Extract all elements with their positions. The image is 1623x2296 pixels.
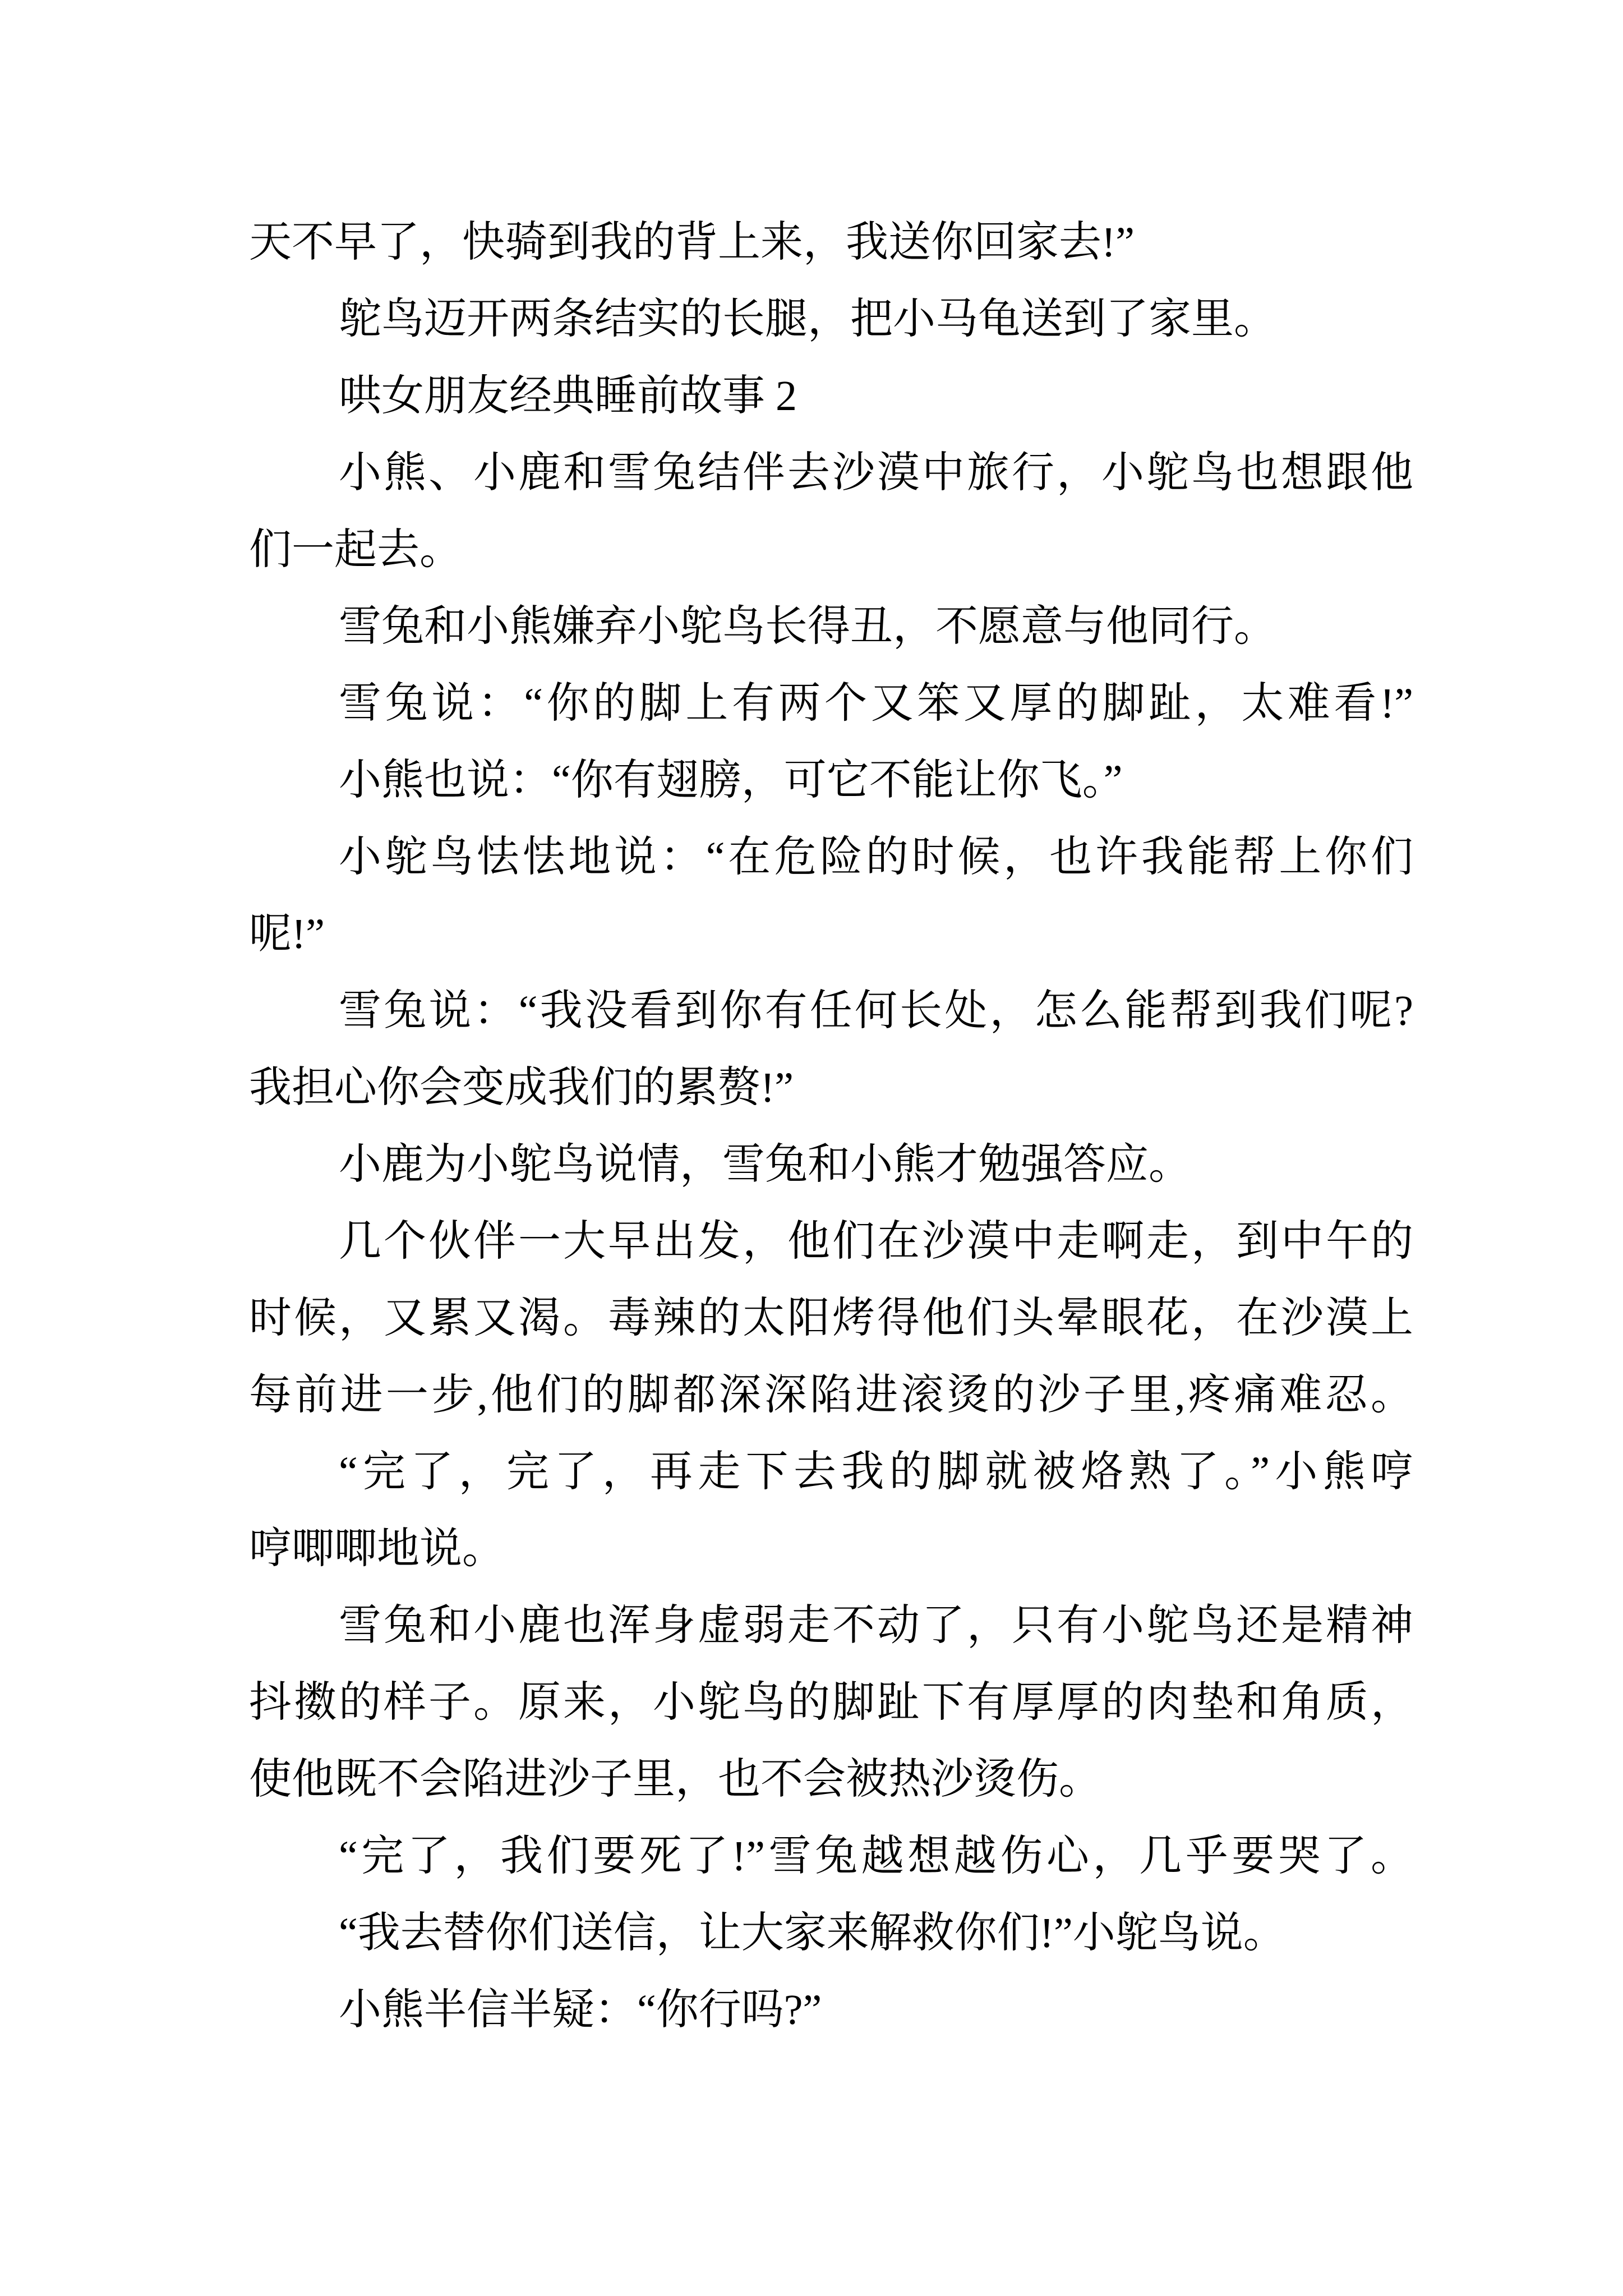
text-line: 几个伙伴一大早出发，他们在沙漠中走啊走，到中午的 <box>339 1218 1413 1265</box>
text-line: 时候，又累又渴。毒辣的太阳烤得他们头晕眼花，在沙漠上 <box>249 1295 1413 1342</box>
text-line: 我担心你会变成我们的累赘!” <box>249 1064 794 1111</box>
text-line: 们一起去。 <box>249 526 462 573</box>
text-line: 哼唧唧地说。 <box>249 1525 505 1572</box>
text-line: 鸵鸟迈开两条结实的长腿，把小马龟送到了家里。 <box>339 296 1276 343</box>
text-line: 小鸵鸟怯怯地说：“在危险的时候，也许我能帮上你们 <box>339 834 1413 881</box>
text-line: 抖擞的样子。原来，小鸵鸟的脚趾下有厚厚的肉垫和角质， <box>249 1679 1413 1726</box>
text-line: 雪兔说：“我没看到你有任何长处，怎么能帮到我们呢? <box>339 987 1413 1034</box>
text-line: “完了，完了，再走下去我的脚就被烙熟了。”小熊哼 <box>339 1448 1413 1496</box>
text-line: “完了，我们要死了!”雪兔越想越伤心，几乎要哭了。 <box>339 1833 1413 1880</box>
text-line: “我去替你们送信，让大家来解救你们!”小鸵鸟说。 <box>339 1910 1286 1957</box>
section-heading: 哄女朋友经典睡前故事 2 <box>339 372 797 420</box>
text-line: 每前进一步,他们的脚都深深陷进滚烫的沙子里,疼痛难忍。 <box>249 1372 1413 1419</box>
text-line: 呢!” <box>249 910 325 958</box>
text-line: 小熊也说：“你有翅膀，可它不能让你飞。” <box>339 757 1123 804</box>
text-line: 使他既不会陷进沙子里，也不会被热沙烫伤。 <box>249 1756 1101 1803</box>
text-line: 小熊、小鹿和雪兔结伴去沙漠中旅行，小鸵鸟也想跟他 <box>339 449 1413 496</box>
text-line: 小熊半信半疑：“你行吗?” <box>339 1986 822 2033</box>
text-line: 雪兔和小鹿也浑身虚弱走不动了，只有小鸵鸟还是精神 <box>339 1602 1413 1649</box>
text-line: 雪兔说：“你的脚上有两个又笨又厚的脚趾，太难看!” <box>339 680 1413 727</box>
text-line: 雪兔和小熊嫌弃小鸵鸟长得丑，不愿意与他同行。 <box>339 603 1276 650</box>
text-line: 天不早了，快骑到我的背上来，我送你回家去!” <box>249 219 1135 266</box>
story-text-block <box>249 204 1413 2049</box>
text-line: 小鹿为小鸵鸟说情，雪兔和小熊才勉强答应。 <box>339 1141 1191 1188</box>
